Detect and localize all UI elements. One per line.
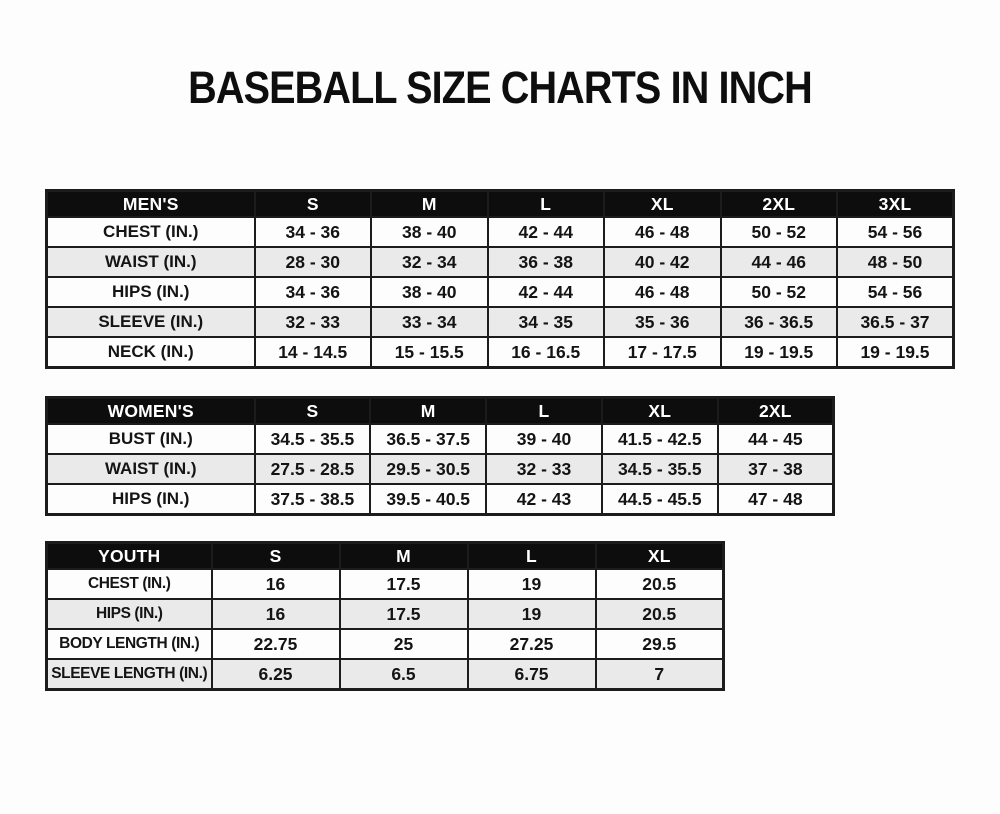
value-cell: 37.5 - 38.5 (255, 484, 371, 514)
value-cell: 50 - 52 (721, 217, 838, 247)
value-cell: 48 - 50 (837, 247, 954, 277)
measurement-label-cell: SLEEVE (IN.) (47, 307, 255, 337)
value-cell: 25 (340, 629, 468, 659)
value-cell: 36.5 - 37 (837, 307, 954, 337)
value-cell: 36 - 36.5 (721, 307, 838, 337)
youth-size-table (45, 541, 725, 691)
value-cell: 42 - 44 (488, 277, 605, 307)
measurement-label-cell: WAIST (IN.) (47, 247, 255, 277)
measurement-label-cell: SLEEVE LENGTH (IN.) (47, 659, 212, 689)
value-cell: 14 - 14.5 (255, 337, 372, 367)
value-cell: 27.5 - 28.5 (255, 454, 371, 484)
value-cell: 16 (212, 599, 340, 629)
table-row (47, 454, 834, 484)
value-cell: 44 - 45 (718, 424, 834, 454)
table-row (47, 277, 954, 307)
value-cell: 29.5 (596, 629, 724, 659)
size-chart-page (0, 62, 1000, 814)
size-header-cell: XL (602, 397, 718, 424)
size-header-cell: L (488, 190, 605, 217)
value-cell: 39 - 40 (486, 424, 602, 454)
value-cell: 44 - 46 (721, 247, 838, 277)
size-header-cell: XL (604, 190, 721, 217)
value-cell: 34 - 35 (488, 307, 605, 337)
value-cell: 34 - 36 (255, 217, 372, 247)
size-header-cell: S (255, 190, 372, 217)
value-cell: 34.5 - 35.5 (255, 424, 371, 454)
measurement-label-cell: HIPS (IN.) (47, 599, 212, 629)
value-cell: 35 - 36 (604, 307, 721, 337)
value-cell: 34 - 36 (255, 277, 372, 307)
page-title: BASEBALL SIZE CHARTS IN INCH (188, 62, 812, 113)
value-cell: 33 - 34 (371, 307, 488, 337)
table-row (47, 659, 724, 689)
size-header-cell: S (212, 542, 340, 569)
table-title-cell: WOMEN'S (47, 397, 255, 424)
value-cell: 16 (212, 569, 340, 599)
table-row (47, 424, 834, 454)
value-cell: 16 - 16.5 (488, 337, 605, 367)
value-cell: 6.75 (468, 659, 596, 689)
measurement-label-cell: NECK (IN.) (47, 337, 255, 367)
value-cell: 38 - 40 (371, 217, 488, 247)
value-cell: 36 - 38 (488, 247, 605, 277)
value-cell: 20.5 (596, 599, 724, 629)
value-cell: 32 - 33 (255, 307, 372, 337)
measurement-label-cell: BODY LENGTH (IN.) (47, 629, 212, 659)
size-header-cell: S (255, 397, 371, 424)
size-header-cell: M (371, 190, 488, 217)
measurement-label-cell: HIPS (IN.) (47, 484, 255, 514)
value-cell: 19 (468, 569, 596, 599)
value-cell: 37 - 38 (718, 454, 834, 484)
table-row (47, 629, 724, 659)
value-cell: 19 (468, 599, 596, 629)
table-row (47, 337, 954, 367)
value-cell: 17.5 (340, 569, 468, 599)
table-row (47, 599, 724, 629)
value-cell: 17 - 17.5 (604, 337, 721, 367)
size-header-cell: XL (596, 542, 724, 569)
value-cell: 29.5 - 30.5 (370, 454, 486, 484)
value-cell: 38 - 40 (371, 277, 488, 307)
table-title-cell: MEN'S (47, 190, 255, 217)
value-cell: 27.25 (468, 629, 596, 659)
value-cell: 6.5 (340, 659, 468, 689)
header-row (47, 542, 724, 569)
table-row (47, 569, 724, 599)
womens-size-table (45, 396, 835, 516)
size-header-cell: 2XL (718, 397, 834, 424)
value-cell: 28 - 30 (255, 247, 372, 277)
value-cell: 41.5 - 42.5 (602, 424, 718, 454)
measurement-label-cell: HIPS (IN.) (47, 277, 255, 307)
value-cell: 42 - 43 (486, 484, 602, 514)
size-header-cell: 2XL (721, 190, 838, 217)
value-cell: 32 - 33 (486, 454, 602, 484)
value-cell: 6.25 (212, 659, 340, 689)
value-cell: 42 - 44 (488, 217, 605, 247)
value-cell: 54 - 56 (837, 277, 954, 307)
table-row (47, 247, 954, 277)
measurement-label-cell: WAIST (IN.) (47, 454, 255, 484)
measurement-label-cell: CHEST (IN.) (47, 217, 255, 247)
value-cell: 17.5 (340, 599, 468, 629)
value-cell: 15 - 15.5 (371, 337, 488, 367)
value-cell: 19 - 19.5 (721, 337, 838, 367)
mens-size-table (45, 189, 955, 369)
value-cell: 20.5 (596, 569, 724, 599)
value-cell: 7 (596, 659, 724, 689)
table-row (47, 307, 954, 337)
value-cell: 44.5 - 45.5 (602, 484, 718, 514)
value-cell: 34.5 - 35.5 (602, 454, 718, 484)
size-header-cell: L (468, 542, 596, 569)
value-cell: 40 - 42 (604, 247, 721, 277)
size-header-cell: L (486, 397, 602, 424)
header-row (47, 190, 954, 217)
value-cell: 47 - 48 (718, 484, 834, 514)
table-title-cell: YOUTH (47, 542, 212, 569)
size-header-cell: M (340, 542, 468, 569)
header-row (47, 397, 834, 424)
table-row (47, 484, 834, 514)
value-cell: 19 - 19.5 (837, 337, 954, 367)
value-cell: 46 - 48 (604, 217, 721, 247)
value-cell: 22.75 (212, 629, 340, 659)
value-cell: 36.5 - 37.5 (370, 424, 486, 454)
size-header-cell: 3XL (837, 190, 954, 217)
table-row (47, 217, 954, 247)
value-cell: 54 - 56 (837, 217, 954, 247)
value-cell: 50 - 52 (721, 277, 838, 307)
value-cell: 46 - 48 (604, 277, 721, 307)
measurement-label-cell: BUST (IN.) (47, 424, 255, 454)
value-cell: 39.5 - 40.5 (370, 484, 486, 514)
value-cell: 32 - 34 (371, 247, 488, 277)
size-header-cell: M (370, 397, 486, 424)
measurement-label-cell: CHEST (IN.) (47, 569, 212, 599)
